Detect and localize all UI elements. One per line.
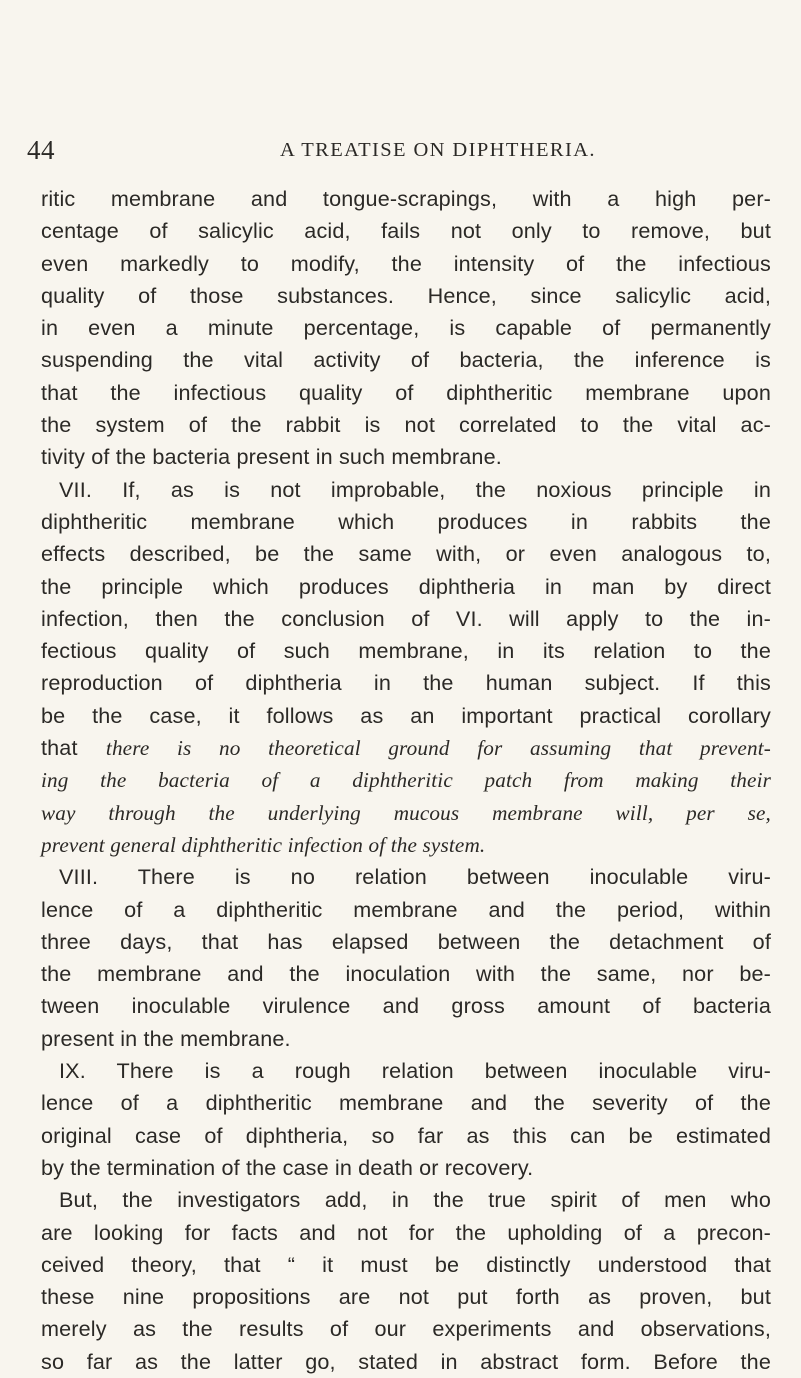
text-line: the system of the rabbit is not correlated to the vital ac- <box>41 412 771 438</box>
text-line: be the case, it follows as an important practical corollary <box>41 702 771 728</box>
text-line: tween inoculable virulence and gross amount of bacteria <box>41 993 771 1019</box>
text-line: quality of those substances. Hence, since salicylic acid, <box>41 282 771 308</box>
text-line: lence of a diphtheritic membrane and the period, within <box>41 896 771 922</box>
text-line: diphtheritic membrane which produces in rabbits the <box>41 508 771 534</box>
italic-text-line: ing the bacteria of a diphtheritic patch from making their <box>41 768 771 793</box>
text-line-mixed <box>41 732 771 764</box>
text-line: the principle which produces diphtheria in man by direct <box>41 573 771 599</box>
body-text <box>41 183 771 1378</box>
text-line: are looking for facts and not for the upholding of a precon- <box>41 1219 771 1245</box>
text-line: suspending the vital activity of bacteria, the inference is <box>41 347 771 373</box>
italic-text-line: prevent general diphtheritic infection of the system. <box>41 832 486 857</box>
text-line: so far as the latter go, stated in abstract form. Before the <box>41 1348 771 1374</box>
running-head: A TREATISE ON DIPHTHERIA. <box>280 139 596 161</box>
text-line: VIII. There is no relation between inoculable viru- <box>59 864 771 890</box>
text-line: IX. There is a rough relation between inoculable viru- <box>59 1058 771 1084</box>
text-line: But, the investigators add, in the true spirit of men who <box>59 1187 771 1213</box>
text-line: VII. If, as is not improbable, the noxious principle in <box>59 476 771 502</box>
text-line: effects described, be the same with, or even analogous to, <box>41 541 771 567</box>
text-line: the membrane and the inoculation with the same, nor be- <box>41 961 771 987</box>
text-run: that <box>41 735 106 761</box>
text-line: tivity of the bacteria present in such membrane. <box>41 444 502 470</box>
text-line: reproduction of diphtheria in the human subject. If this <box>41 670 771 696</box>
italic-text-run: there is no theoretical ground for assuming that prevent- <box>105 736 771 761</box>
italic-text-line: way through the underlying mucous membrane will, per se, <box>41 800 771 825</box>
text-line: present in the membrane. <box>41 1025 291 1051</box>
text-line: centage of salicylic acid, fails not only to remove, but <box>41 218 771 244</box>
text-line: ritic membrane and tongue-scrapings, with a high per- <box>41 186 771 211</box>
text-line: original case of diphtheria, so far as this can be estimated <box>41 1122 771 1148</box>
text-line: infection, then the conclusion of VI. will apply to the in- <box>41 605 771 631</box>
text-line: these nine propositions are not put forth as proven, but <box>41 1284 771 1310</box>
text-line: even markedly to modify, the intensity of the infectious <box>41 250 771 276</box>
text-line: in even a minute percentage, is capable of permanently <box>41 315 771 341</box>
text-line: lence of a diphtheritic membrane and the severity of the <box>41 1090 771 1116</box>
text-line: three days, that has elapsed between the detachment of <box>41 928 771 954</box>
page-number: 44 <box>27 135 55 165</box>
text-line: by the termination of the case in death or recovery. <box>41 1154 534 1180</box>
text-line: merely as the results of our experiments and observations, <box>41 1316 771 1342</box>
text-line: that the infectious quality of diphtheritic membrane upon <box>41 379 771 405</box>
text-line: ceived theory, that “ it must be distinctly understood that <box>41 1251 771 1277</box>
text-line: fectious quality of such membrane, in its relation to the <box>41 638 771 664</box>
